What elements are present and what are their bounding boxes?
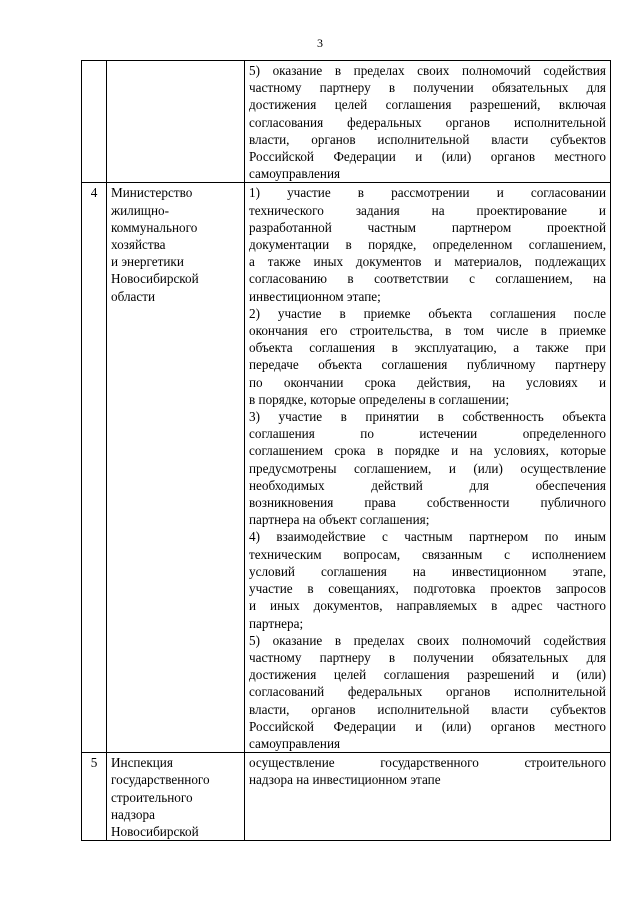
- function-line: окончания его строительства, в том числе в приемке: [249, 323, 606, 339]
- function-line: достижения целей соглашения разрешений и (или): [249, 667, 606, 683]
- organization-line: Новосибирской: [111, 271, 199, 287]
- function-line: 3) участие в принятии в собственность объекта: [249, 409, 606, 425]
- organization-line: Инспекция: [111, 755, 173, 771]
- function-line: надзора на инвестиционном этапе: [249, 772, 441, 788]
- page-number: 3: [317, 36, 323, 50]
- function-line: разработанной частным партнером проектной: [249, 219, 606, 235]
- function-line: 1) участие в рассмотрении и согласовании: [249, 185, 606, 201]
- organization-line: и энергетики: [111, 254, 184, 270]
- function-line: и иных документов, направляемых в адрес частного: [249, 598, 606, 614]
- row-number: 5: [82, 753, 107, 841]
- organization-cell: [107, 61, 245, 183]
- function-line: соглашения по истечении определенного: [249, 426, 606, 442]
- function-line: 5) оказание в пределах своих полномочий содействия: [249, 632, 606, 648]
- organization-line: хозяйства: [111, 237, 166, 253]
- functions-cell: [245, 183, 611, 753]
- function-line: документации в порядке, определенном соглашением,: [249, 237, 606, 253]
- function-line: инвестиционном этапе;: [249, 288, 381, 304]
- function-line: осуществление государственного строительного: [249, 755, 606, 771]
- function-line: согласованию в соответствии с соглашением, на: [249, 271, 606, 287]
- function-line: власти, органов исполнительной власти субъектов: [249, 131, 606, 147]
- organization-line: жилищно-: [111, 202, 170, 218]
- function-line: согласований федеральных органов исполнительной: [249, 684, 606, 700]
- function-line: соглашением срока в порядке и на условиях, которые: [249, 443, 606, 459]
- function-line: власти, органов исполнительной власти субъектов: [249, 701, 606, 717]
- organization-line: государственного: [111, 772, 210, 788]
- organization-line: области: [111, 288, 156, 304]
- responsibilities-table: [81, 60, 611, 841]
- organization-cell: [107, 753, 245, 841]
- function-line: согласования федеральных органов исполнительной: [249, 114, 606, 130]
- function-line: 4) взаимодействие с частным партнером по иным: [249, 529, 606, 545]
- table-row: [82, 183, 611, 753]
- organization-line: Новосибирской: [111, 823, 199, 839]
- function-line: а также иных документов и материалов, подлежащих: [249, 254, 606, 270]
- function-line: 5) оказание в пределах своих полномочий содействия: [249, 63, 606, 78]
- function-line: условий соглашения на инвестиционном этапе,: [249, 563, 606, 579]
- function-line: партнера;: [249, 615, 304, 631]
- row-number: 4: [82, 183, 107, 753]
- organization-line: Министерство: [111, 185, 193, 201]
- function-line: Российской Федерации и (или) органов местного: [249, 149, 606, 165]
- function-line: партнера на объект соглашения;: [249, 512, 430, 528]
- function-line: по окончании срока действия, на условиях и: [249, 374, 606, 390]
- function-line: самоуправления: [249, 166, 341, 182]
- table-row: [82, 753, 611, 841]
- function-line: в порядке, которые определены в соглашении;: [249, 391, 510, 407]
- function-line: необходимых действий для обеспечения: [249, 477, 606, 493]
- table-row: [82, 61, 611, 183]
- function-line: технического задания на проектирование и: [249, 202, 606, 218]
- function-line: Российской Федерации и (или) органов местного: [249, 718, 606, 734]
- functions-cell: [245, 753, 611, 841]
- organization-line: надзора: [111, 806, 155, 822]
- function-line: частному партнеру в получении обязательных для: [249, 649, 606, 665]
- function-line: частному партнеру в получении обязательных для: [249, 80, 606, 96]
- functions-cell: [245, 61, 611, 183]
- function-line: передаче объекта соглашения публичному партнеру: [249, 357, 606, 373]
- function-line: техническим вопросам, связанным с исполнением: [249, 546, 606, 562]
- function-line: объекта соглашения в эксплуатацию, а также при: [249, 340, 606, 356]
- organization-cell: [107, 183, 245, 753]
- organization-line: строительного: [111, 789, 193, 805]
- function-line: 2) участие в приемке объекта соглашения после: [249, 305, 606, 321]
- function-line: самоуправления: [249, 735, 341, 751]
- function-line: участие в совещаниях, подготовка проектов запросов: [249, 581, 606, 597]
- row-number: [82, 61, 107, 183]
- organization-line: коммунального: [111, 219, 198, 235]
- function-line: достижения целей соглашения разрешений, включая: [249, 97, 606, 113]
- function-line: возникновения права собственности публичного: [249, 495, 606, 511]
- function-line: предусмотрены соглашением, и (или) осуществление: [249, 460, 606, 476]
